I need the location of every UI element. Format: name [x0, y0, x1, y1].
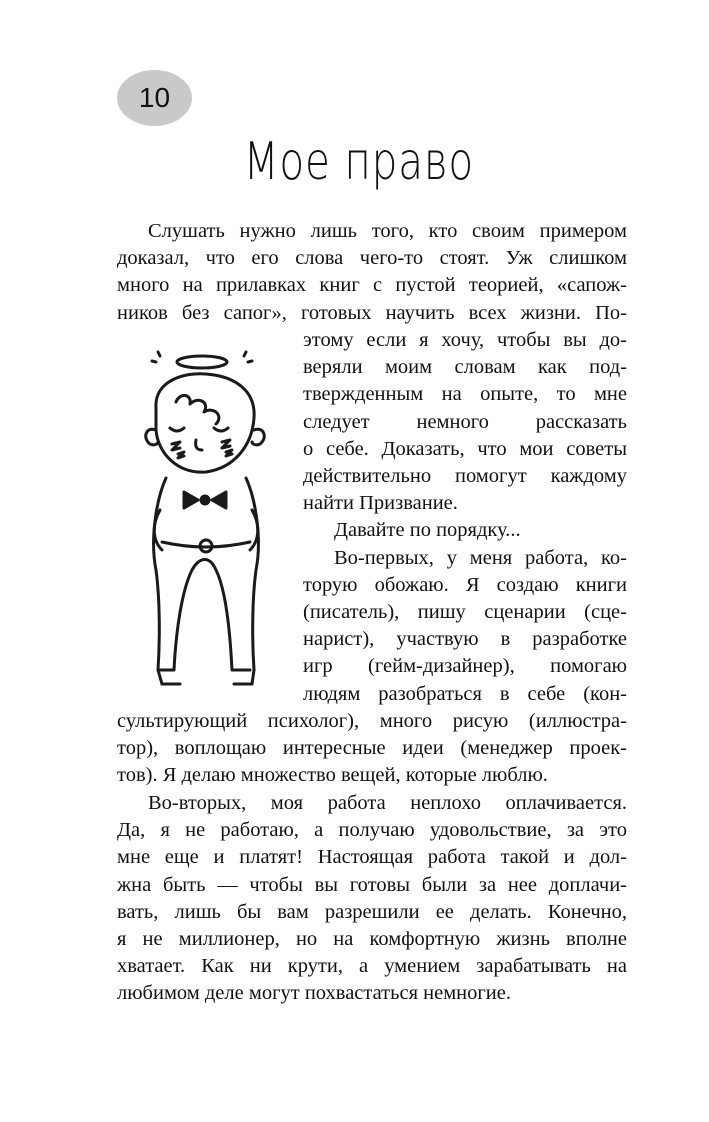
text-line: торую обожаю. Я создаю книги: [303, 573, 627, 596]
text-line: людям разобраться в себе (кон-: [303, 682, 627, 705]
text-line: действительно помогут каждому: [303, 465, 627, 488]
text-line: Давайте по порядку...: [334, 519, 521, 542]
text-line: мне еще и платят! Настоящая работа такой и дол-: [117, 846, 627, 869]
text-line: любимом деле могут похвастаться немногие.: [117, 982, 511, 1005]
text-line: игр (гейм-дизайнер), помогаю: [303, 655, 627, 678]
text-line: Слушать нужно лишь того, кто своим примером: [148, 220, 627, 242]
page-number: 10: [138, 82, 171, 113]
text-line: твержденным на опыте, то мне: [303, 383, 627, 406]
text-line: много на прилавках книг с пустой теорией, «сапож-: [117, 274, 627, 297]
paragraph-1: [117, 218, 627, 327]
chapter-title: Мое право: [243, 132, 474, 192]
text-line: жна быть — чтобы вы готовы были за нее доплачи-: [117, 873, 627, 896]
text-line: тор), воплощаю интересные идеи (менеджер проек-: [117, 737, 627, 760]
paragraph-1-wrap: [303, 327, 627, 708]
text-line: тов). Я делаю множество вещей, которые люблю.: [117, 764, 548, 787]
page-number-badge: [117, 70, 192, 126]
text-line: Во-первых, у меня работа, ко-: [334, 546, 627, 569]
text-line: нарист), участвую в разработке: [303, 628, 627, 651]
text-line: доказал, что его слова чего-то стоят. Уж слишком: [117, 247, 627, 270]
text-line: веряли моим словам как под-: [303, 356, 627, 379]
paragraph-3: [117, 708, 627, 790]
text-line: о себе. Доказать, что мои советы: [303, 437, 627, 460]
text-line: вать, лишь бы вам разрешили ее делать. Конечно,: [117, 900, 627, 923]
text-line: ников без сапог», готовых научить всех жизни. По-: [117, 301, 627, 324]
text-line: найти Призвание.: [303, 492, 458, 515]
paragraph-4: [117, 790, 627, 1008]
text-line: Во-вторых, моя работа неплохо оплачивается.: [148, 792, 627, 814]
text-line: я не миллионер, но на комфортную жизнь вполне: [117, 928, 627, 951]
text-line: хватает. Как ни крути, а умением зарабатывать на: [117, 955, 627, 978]
text-line: сультирующий психолог), много рисую (иллюстра-: [117, 710, 627, 732]
text-line: этому если я хочу, чтобы вы до-: [303, 329, 627, 351]
sleeping-man-with-bowtie-icon: [126, 350, 286, 690]
text-line: Да, я не работаю, а получаю удовольствие, за это: [117, 819, 627, 842]
text-line: (писатель), пишу сценарии (сце-: [303, 601, 627, 624]
text-line: следует немного рассказать: [303, 410, 627, 433]
